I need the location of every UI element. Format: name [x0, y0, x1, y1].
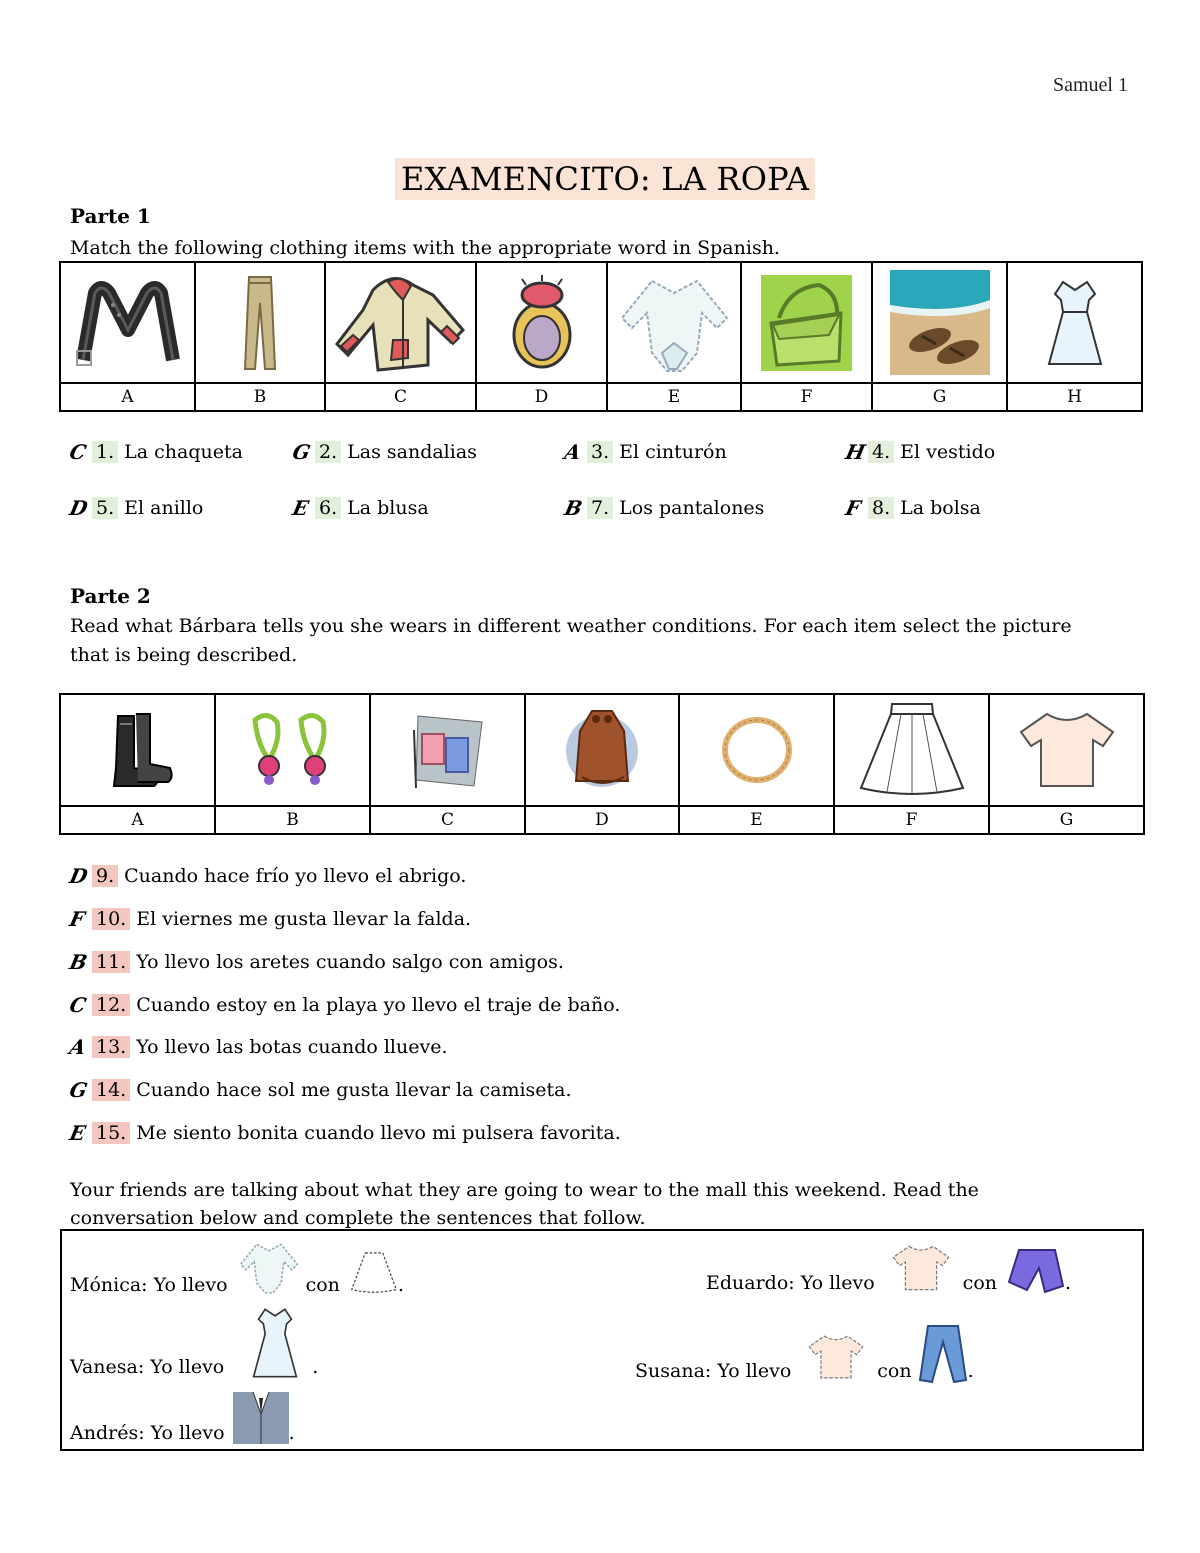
answer-field[interactable]: D	[67, 496, 90, 520]
skirt-icon	[857, 700, 967, 800]
speaker-andres: Andrés: Yo llevo	[70, 1422, 225, 1444]
sandals-icon	[890, 270, 990, 375]
tshirt-icon	[891, 1240, 951, 1296]
boots-icon	[98, 710, 178, 790]
answer-field[interactable]: G	[290, 440, 313, 464]
question-number: 11.	[92, 951, 130, 973]
coat-icon	[562, 705, 642, 795]
part1-question-4	[843, 440, 996, 464]
question-number: 4.	[868, 441, 894, 463]
question-text: Las sandalias	[347, 441, 477, 463]
part2-instruction-line2: that is being described.	[70, 644, 298, 666]
swimsuit-icon	[408, 710, 488, 790]
conversation-susana	[635, 1324, 974, 1384]
question-text: Cuando hace frío yo llevo el abrigo.	[124, 865, 467, 887]
answer-field[interactable]: G	[67, 1078, 90, 1102]
period: .	[288, 1422, 295, 1444]
part1-question-3	[562, 440, 727, 464]
question-text: El cinturón	[619, 441, 727, 463]
question-number: 15.	[92, 1122, 130, 1144]
answer-field[interactable]: F	[843, 496, 863, 520]
part2-cell-f	[834, 694, 989, 806]
period: .	[1065, 1272, 1072, 1294]
suit-jacket-icon	[233, 1392, 289, 1444]
part1-question-1	[67, 440, 243, 464]
part1-cell-h	[1007, 262, 1142, 383]
part1-label-f: F	[741, 383, 872, 411]
tshirt-icon	[1017, 710, 1117, 790]
period: .	[312, 1356, 319, 1378]
answer-field[interactable]: H	[843, 440, 868, 464]
part1-label-e: E	[607, 383, 741, 411]
answer-field[interactable]: D	[67, 864, 90, 888]
question-text: Yo llevo las botas cuando llueve.	[136, 1036, 448, 1058]
part1-label-g: G	[872, 383, 1007, 411]
part1-question-5	[67, 496, 204, 520]
part2-question-14	[67, 1078, 572, 1102]
question-number: 12.	[92, 994, 130, 1016]
period: .	[967, 1360, 974, 1382]
part2-question-11	[67, 950, 564, 974]
part1-picture-table	[59, 261, 1143, 412]
question-number: 1.	[92, 441, 118, 463]
part1-question-6	[290, 496, 429, 520]
answer-field[interactable]: A	[67, 1035, 89, 1059]
part1-label-b: B	[195, 383, 325, 411]
question-text: La blusa	[347, 497, 429, 519]
part1-instruction: Match the following clothing items with the appropriate word in Spanish.	[70, 237, 780, 259]
part2-question-12	[67, 993, 621, 1017]
part2-label-c: C	[370, 806, 525, 834]
period: .	[397, 1274, 404, 1296]
conversation-monica	[70, 1236, 404, 1298]
ring-icon	[502, 273, 582, 373]
conversation-eduardo	[706, 1240, 1071, 1296]
speaker-monica: Mónica: Yo llevo	[70, 1274, 228, 1296]
page-title: EXAMENCITO: LA ROPA	[395, 158, 815, 200]
con-text: con	[305, 1274, 340, 1296]
answer-field[interactable]: E	[67, 1121, 88, 1145]
pants-icon	[235, 273, 285, 373]
part1-cell-g	[872, 262, 1007, 383]
part1-label-a: A	[60, 383, 195, 411]
question-number: 5.	[92, 497, 118, 519]
part1-cell-b	[195, 262, 325, 383]
part2-cell-b	[215, 694, 370, 806]
part2-question-15	[67, 1121, 621, 1145]
answer-field[interactable]: F	[67, 907, 87, 931]
question-number: 13.	[92, 1036, 130, 1058]
answer-field[interactable]: B	[562, 496, 585, 520]
blouse-icon	[238, 1236, 300, 1298]
earrings-icon	[243, 710, 343, 790]
part1-label-h: H	[1007, 383, 1142, 411]
part1-cell-c	[325, 262, 476, 383]
part2-label-d: D	[525, 806, 679, 834]
question-text: Yo llevo los aretes cuando salgo con amigos.	[136, 951, 564, 973]
part2-cell-d	[525, 694, 679, 806]
jeans-icon	[918, 1324, 968, 1384]
dress-icon	[1045, 278, 1105, 368]
part3-instruction-line2: conversation below and complete the sentences that follow.	[70, 1207, 646, 1229]
part2-title: Parte 2	[70, 584, 151, 608]
conversation-vanesa	[70, 1306, 318, 1380]
part1-label-c: C	[325, 383, 476, 411]
question-text: El viernes me gusta llevar la falda.	[136, 908, 472, 930]
question-text: La chaqueta	[124, 441, 243, 463]
question-text: El anillo	[124, 497, 204, 519]
shorts-icon	[1005, 1246, 1065, 1296]
part2-label-b: B	[215, 806, 370, 834]
question-number: 6.	[315, 497, 341, 519]
blouse-icon	[617, 273, 732, 373]
con-text: con	[962, 1272, 997, 1294]
part1-title: Parte 1	[70, 204, 151, 228]
question-text: Cuando hace sol me gusta llevar la camiseta.	[136, 1079, 572, 1101]
question-text: El vestido	[900, 441, 996, 463]
question-number: 10.	[92, 908, 130, 930]
dress-icon	[250, 1306, 300, 1380]
part2-label-f: F	[834, 806, 989, 834]
part1-cell-d	[476, 262, 607, 383]
tshirt-icon	[807, 1330, 865, 1384]
question-number: 9.	[92, 865, 118, 887]
question-number: 2.	[315, 441, 341, 463]
part2-picture-table	[59, 693, 1145, 835]
part1-cell-e	[607, 262, 741, 383]
speaker-eduardo: Eduardo: Yo llevo	[706, 1272, 875, 1294]
bag-icon	[759, 273, 854, 373]
skirt-icon	[350, 1248, 398, 1298]
part1-label-d: D	[476, 383, 607, 411]
answer-field[interactable]: B	[67, 950, 90, 974]
jacket-icon	[333, 270, 468, 375]
part2-question-9	[67, 864, 467, 888]
part2-question-10	[67, 907, 472, 931]
question-number: 3.	[587, 441, 613, 463]
speaker-susana: Susana: Yo llevo	[635, 1360, 792, 1382]
part2-label-e: E	[679, 806, 834, 834]
part2-cell-c	[370, 694, 525, 806]
speaker-vanesa: Vanesa: Yo llevo	[70, 1356, 225, 1378]
part1-question-2	[290, 440, 477, 464]
question-text: Cuando estoy en la playa yo llevo el traje de baño.	[136, 994, 621, 1016]
part2-question-13	[67, 1035, 448, 1059]
question-number: 14.	[92, 1079, 130, 1101]
part3-instruction-line1: Your friends are talking about what they are going to wear to the mall this weekend. Read the	[70, 1179, 979, 1201]
bracelet-icon	[717, 710, 797, 790]
part1-cell-f	[741, 262, 872, 383]
answer-field[interactable]: A	[562, 440, 584, 464]
part1-question-7	[562, 496, 765, 520]
question-text: La bolsa	[900, 497, 981, 519]
part1-cell-a	[60, 262, 195, 383]
question-number: 7.	[587, 497, 613, 519]
part2-label-a: A	[60, 806, 215, 834]
question-text: Los pantalones	[619, 497, 765, 519]
part2-instruction-line1: Read what Bárbara tells you she wears in different weather conditions. For each item select the picture	[70, 615, 1072, 637]
part2-cell-g	[989, 694, 1144, 806]
part2-cell-a	[60, 694, 215, 806]
part2-label-g: G	[989, 806, 1144, 834]
page-header-name: Samuel 1	[1053, 74, 1128, 96]
answer-field[interactable]: C	[67, 440, 89, 464]
con-text: con	[877, 1360, 912, 1382]
answer-field[interactable]: C	[67, 993, 89, 1017]
part2-cell-e	[679, 694, 834, 806]
conversation-andres	[70, 1392, 295, 1444]
answer-field[interactable]: E	[290, 496, 311, 520]
part1-question-8	[843, 496, 981, 520]
question-number: 8.	[868, 497, 894, 519]
belt-icon	[73, 275, 183, 370]
question-text: Me siento bonita cuando llevo mi pulsera favorita.	[136, 1122, 621, 1144]
